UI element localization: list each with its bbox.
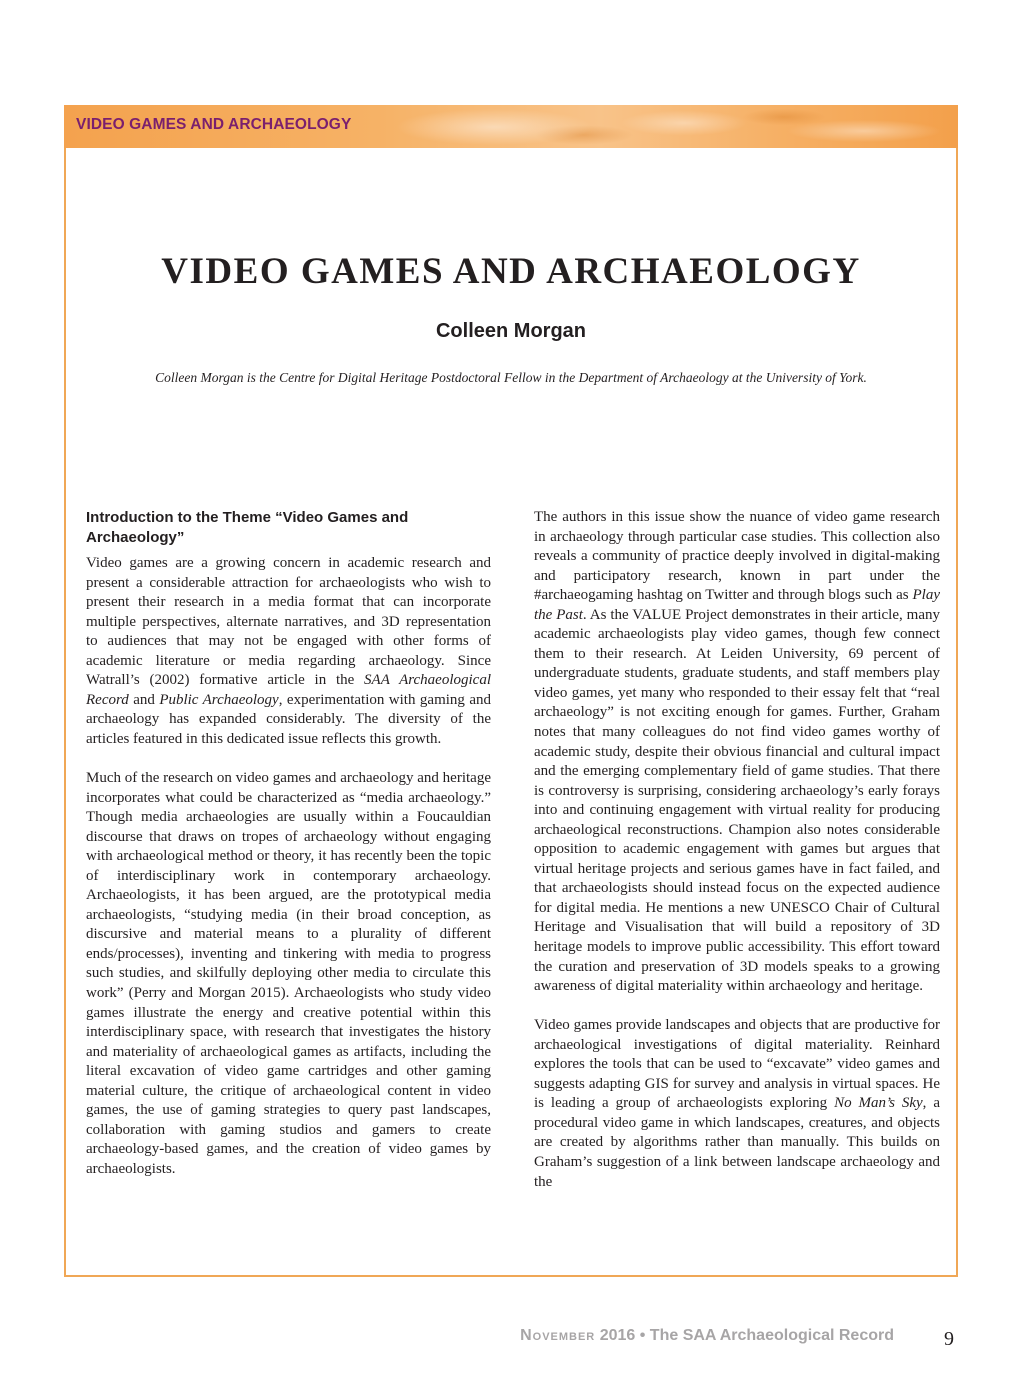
- paragraph-text: and: [128, 691, 160, 708]
- paragraph-text: . As the VALUE Project demonstrates in their article, many academic archaeologists play video games, though few connect them to their research. At Leiden University, 69 percent of undergraduate students, graduate students, and staff members play video games, yet many who responded to their essay felt that “real archaeology” is not exciting enough for games. Further, Graham notes that many colleagues do not find video games worthy of academic study, despite their obvious financial and cultural impact and the emerging complementary field of game studies. That there is controversy is surprising, considering archaeology’s early forays into and continuing engagement with virtual reality for producing archaeological reconstructions. Champion also notes considerable opposition to academic engagement with games but argues that virtual heritage projects and serious games have in fact failed, and that archaeologists should instead focus on the expected audience for digital media. He mentions a new UNESCO Chair of Cultural Heritage and Visualisation that will build a repository of 3D heritage models to improve public accessibility. This effort toward the curation and preservation of 3D models speaks to a growing awareness of digital materiality within archaeology and heritage.: [534, 606, 940, 995]
- paragraph: [86, 554, 491, 749]
- paragraph-text: The authors in this issue show the nuance of video game research in archaeology through particular case studies. This collection also reveals a community of practice deeply involved in digital-making and participatory research, known in part under the #archaeogaming hashtag on Twitter and through blogs such as: [534, 509, 940, 604]
- paragraph-text: , experimentation with gaming and archaeology has expanded considerably. The diversity of the articles featured in this dedicated issue reflects this growth.: [86, 691, 491, 747]
- paragraph: [534, 1016, 940, 1192]
- paragraph-text: Video games are a growing concern in academic research and present a considerable attraction for archaeologists who wish to present their research in a media format that can incorporate multiple perspectives, alternate narratives, and 3D representation to audiences that may not be engaged with other forms of academic literature or media regarding archaeology. Since Watrall’s (2002) formative article in the: [86, 555, 491, 689]
- section-heading: Introduction to the Theme “Video Games and Archaeology”: [86, 509, 409, 546]
- footer-month: November: [520, 1327, 596, 1344]
- game-title: No Man’s Sky: [834, 1095, 923, 1112]
- section-banner-label: VIDEO GAMES AND ARCHAEOLOGY: [76, 116, 352, 133]
- paragraph: Much of the research on video games and archaeology and heritage incorporates what could be characterized as “media archaeology.” Though media archaeologies are usually within a Foucauldian discourse that draws on tropes of archaeology without engaging with archaeological method or theory, it has recently been the topic of interdisciplinary work in contemporary archaeology. Archaeologists, it has been argued, are the prototypical media archaeologists, “studying media (in their broad conception, as discursive and material means to a plurality of different ends/processes), inventing and tinkering with media to progress such studies, and skilfully deploying other media to circulate this work” (Perry and Morgan 2015). Archaeologists who study video games illustrate the energy and creative potential within this interdisciplinary space, with research that investigates the history and materiality of archaeological games as artifacts, including the literal excavation of video game cartridges and other gaming material culture, the critique of archaeological content in video games, the use of gaming strategies to query past landscapes, collaboration with gaming studios and gamers to create archaeology-based games, and the creation of video games by archaeologists.: [86, 769, 491, 1177]
- article-title: VIDEO GAMES AND ARCHAEOLOGY: [161, 251, 861, 292]
- right-column: [534, 508, 940, 1212]
- paragraph-text: Video games provide landscapes and objects that are productive for archaeological investigations of digital materiality. Reinhard explores the tools that can be used to “excavate” video games and suggests adapting GIS for survey and analysis in virtual spaces. He is leading a group of archaeologists exploring: [534, 1017, 940, 1112]
- section-banner: [64, 105, 958, 148]
- article-author: Colleen Morgan: [435, 320, 586, 342]
- paragraph: [534, 508, 940, 997]
- paragraph-text: , a procedural video game in which landscapes, creatures, and objects are created by algorithms rather than manually. This builds on Graham’s suggestion of a link between landscape archaeology and the: [534, 1095, 940, 1190]
- journal-title: SAA Archaeological Record: [86, 672, 491, 708]
- blog-title: Play the Past: [534, 587, 940, 623]
- running-footer: [520, 1327, 894, 1345]
- page-number: 9: [944, 1328, 954, 1350]
- left-column: [86, 508, 491, 1199]
- journal-title: Public Archaeology: [159, 691, 279, 708]
- author-affiliation: Colleen Morgan is the Centre for Digital Heritage Postdoctoral Fellow in the Department of Archaeology at the University of York.: [155, 370, 867, 385]
- footer-publication: 2016 • The SAA Archaeological Record: [595, 1327, 894, 1344]
